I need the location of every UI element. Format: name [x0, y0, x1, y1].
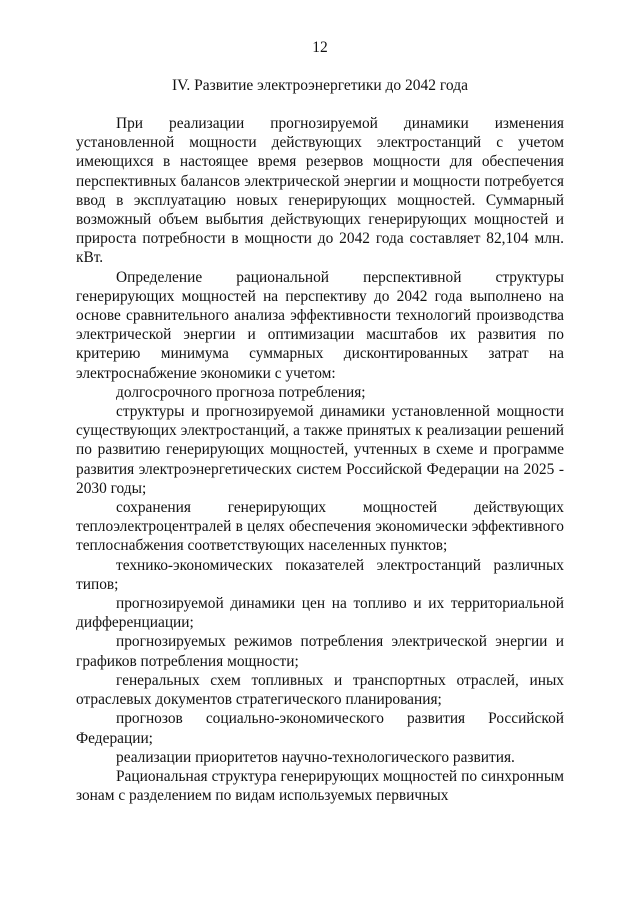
list-item-fuel-prices: прогнозируемой динамики цен на топливо и их территориальной дифференциации; [76, 595, 564, 632]
list-item-consumption-modes: прогнозируемых режимов потребления электрической энергии и графиков потребления мощности; [76, 633, 564, 670]
list-item-chp-preservation: сохранения генерирующих мощностей действующих теплоэлектроцентралей в целях обеспечения экономически эффективного теплоснабжения соответствующих населенных пунктов; [76, 499, 564, 555]
paragraph-rational-structure: Рациональная структура генерирующих мощностей по синхронным зонам с разделением по видам используемых первичных [76, 767, 564, 805]
paragraph-intro: При реализации прогнозируемой динамики изменения установленной мощности действующих электростанций с учетом имеющихся в настоящее время резервов мощности для обеспечения перспективных балансов электрической энергии и мощности потребуется ввод в эксплуатацию новых генерирующих мощностей. Суммарный возможный объем выбытия действующих генерирующих мощностей и прироста потребности в мощности до 2042 года составляет 82,104 млн. кВт. [76, 115, 564, 267]
list-item-science-priorities: реализации приоритетов научно-технологического развития. [116, 748, 515, 766]
paragraph-method: Определение рациональной перспективной структуры генерирующих мощностей на перспективу до 2042 года выполнено на основе сравнительного анализа эффективности технологий производства электрической энергии и оптимизации масштабов их развития по критерию минимума суммарных дисконтированных затрат на электроснабжение экономики с учетом: [76, 268, 564, 382]
list-item-tech-economic: технико-экономических показателей электростанций различных типов; [76, 556, 564, 593]
list-item-consumption-forecast: долгосрочного прогноза потребления; [116, 383, 366, 401]
list-item-general-schemes: генеральных схем топливных и транспортных отраслей, иных отраслевых документов стратегического планирования; [76, 671, 564, 709]
page-number: 12 [312, 39, 328, 56]
body-text [76, 114, 564, 805]
list-item-socio-economic: прогнозов социально-экономического развития Российской Федерации; [76, 710, 564, 747]
section-title: IV. Развитие электроэнергетики до 2042 года [172, 77, 468, 94]
list-item-existing-capacity: структуры и прогнозируемой динамики установленной мощности существующих электростанций, а также принятых к реализации решений по развитию генерирующих мощностей, учтенных в схеме и программе развития электроэнергетических систем Российской Федерации на 2025 - 2030 годы; [76, 403, 564, 497]
